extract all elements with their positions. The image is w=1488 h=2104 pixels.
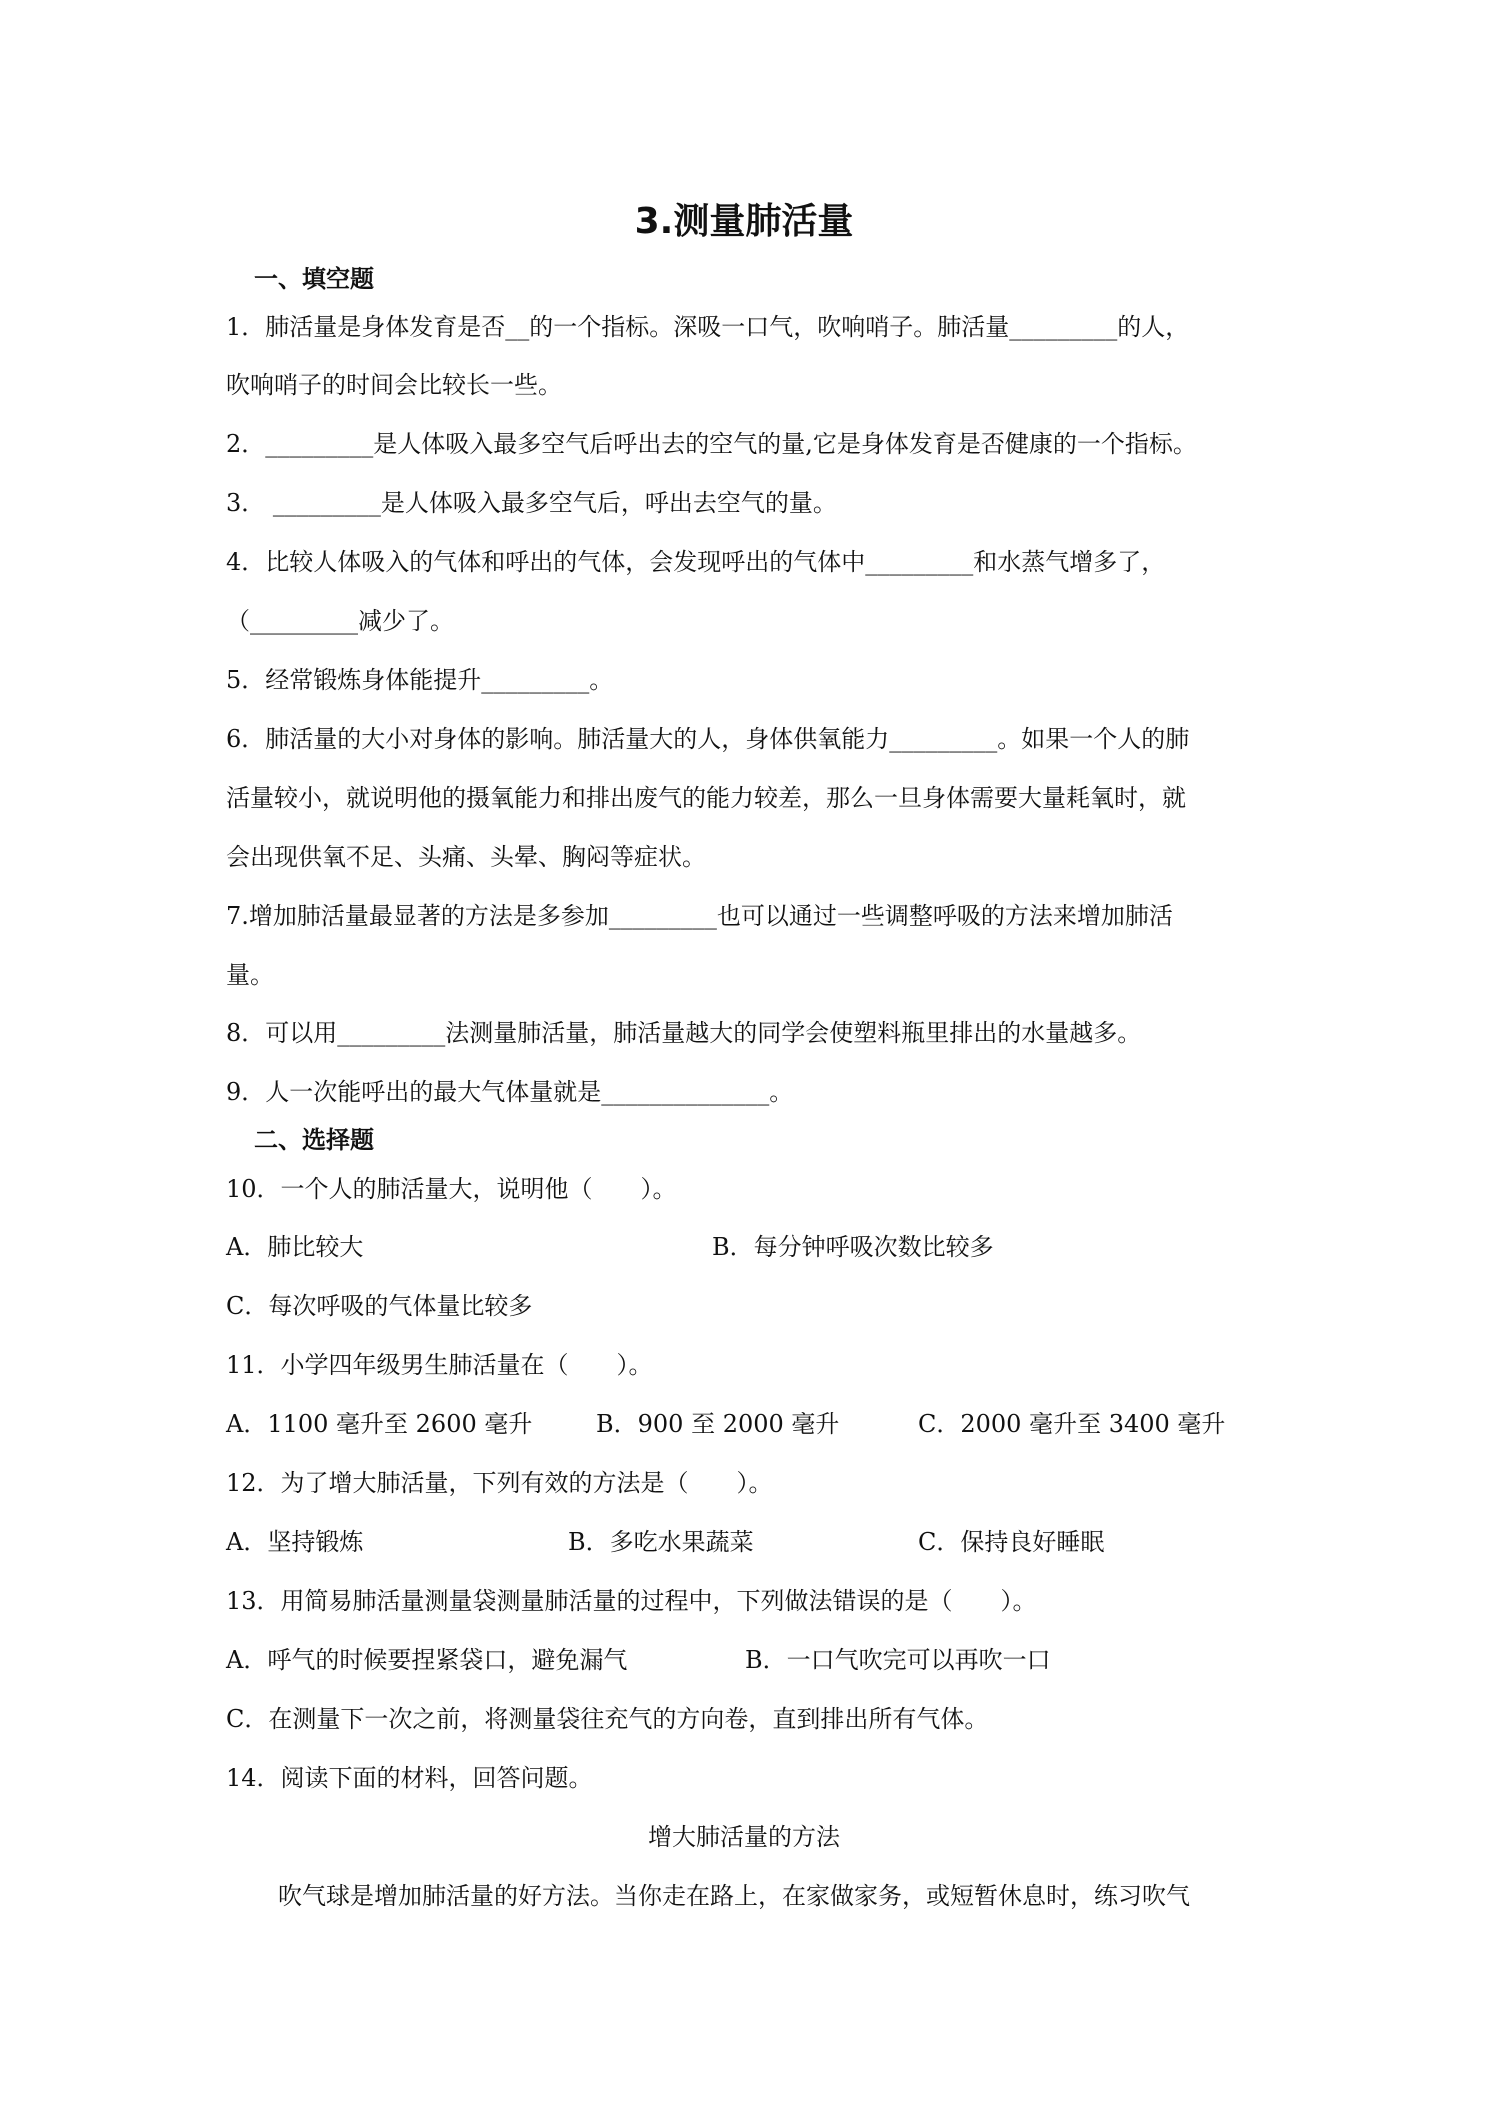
question-1-line-2: 吹响哨子的时间会比较长一些。	[226, 371, 562, 399]
question-4-line-1: 4．比较人体吸入的气体和呼出的气体，会发现呼出的气体中_________和水蒸气增多了，	[226, 548, 1166, 576]
question-12: 12．为了增大肺活量，下列有效的方法是（ ）。	[226, 1469, 773, 1497]
question-1-line-1: 1．肺活量是身体发育是否__的一个指标。深吸一口气，吹响哨子。肺活量_________的人，	[226, 313, 1190, 341]
question-7-line-1: 7.增加肺活量最显著的方法是多参加_________也可以通过一些调整呼吸的方法来增加肺活	[226, 902, 1173, 930]
question-6-line-2: 活量较小，就说明他的摄氧能力和排出废气的能力较差，那么一旦身体需要大量耗氧时，就	[226, 784, 1186, 812]
question-8: 8．可以用_________法测量肺活量，肺活量越大的同学会使塑料瓶里排出的水量越多。	[226, 1019, 1142, 1047]
section-fill-in-blank: 一、填空题	[254, 265, 374, 293]
question-11-option-c: C．2000 毫升至 3400 毫升	[918, 1410, 1226, 1438]
question-9: 9．人一次能呼出的最大气体量就是______________。	[226, 1078, 794, 1106]
question-6-line-3: 会出现供氧不足、头痛、头晕、胸闷等症状。	[226, 843, 706, 871]
question-12-option-c: C．保持良好睡眠	[918, 1528, 1105, 1556]
page-title: 3.测量肺活量	[634, 201, 854, 242]
question-10: 10．一个人的肺活量大，说明他（ ）。	[226, 1175, 677, 1203]
question-13-option-c: C．在测量下一次之前，将测量袋往充气的方向卷，直到排出所有气体。	[226, 1705, 989, 1733]
question-13-option-b: B．一口气吹完可以再吹一口	[745, 1646, 1051, 1674]
question-5: 5．经常锻炼身体能提升_________。	[226, 666, 614, 694]
question-13: 13．用简易肺活量测量袋测量肺活量的过程中，下列做法错误的是（ ）。	[226, 1587, 1037, 1615]
question-6-line-1: 6．肺活量的大小对身体的影响。肺活量大的人，身体供氧能力_________。如果一个人的肺	[226, 725, 1190, 753]
question-14: 14．阅读下面的材料，回答问题。	[226, 1764, 593, 1792]
question-7-line-2: 量。	[226, 961, 274, 989]
question-12-option-a: A．坚持锻炼	[226, 1528, 364, 1556]
question-10-option-c: C．每次呼吸的气体量比较多	[226, 1292, 533, 1320]
question-10-option-a: A．肺比较大	[226, 1233, 364, 1261]
question-11-option-a: A．1100 毫升至 2600 毫升	[226, 1410, 533, 1438]
question-11: 11．小学四年级男生肺活量在（ ）。	[226, 1351, 653, 1379]
reading-paragraph-1: 吹气球是增加肺活量的好方法。当你走在路上，在家做家务，或短暂休息时，练习吹气	[278, 1882, 1190, 1910]
question-13-option-a: A．呼气的时候要捏紧袋口，避免漏气	[226, 1646, 628, 1674]
question-10-option-b: B．每分钟呼吸次数比较多	[712, 1233, 994, 1261]
reading-title: 增大肺活量的方法	[648, 1823, 840, 1851]
question-4-line-2: （_________减少了。	[226, 607, 454, 635]
question-2: 2．_________是人体吸入最多空气后呼出去的空气的量,它是身体发育是否健康的一个指标。	[226, 430, 1197, 458]
question-12-option-b: B．多吃水果蔬菜	[568, 1528, 754, 1556]
question-11-option-b: B．900 至 2000 毫升	[596, 1410, 840, 1438]
question-3: 3． _________是人体吸入最多空气后，呼出去空气的量。	[226, 489, 837, 517]
section-multiple-choice: 二、选择题	[254, 1126, 374, 1154]
